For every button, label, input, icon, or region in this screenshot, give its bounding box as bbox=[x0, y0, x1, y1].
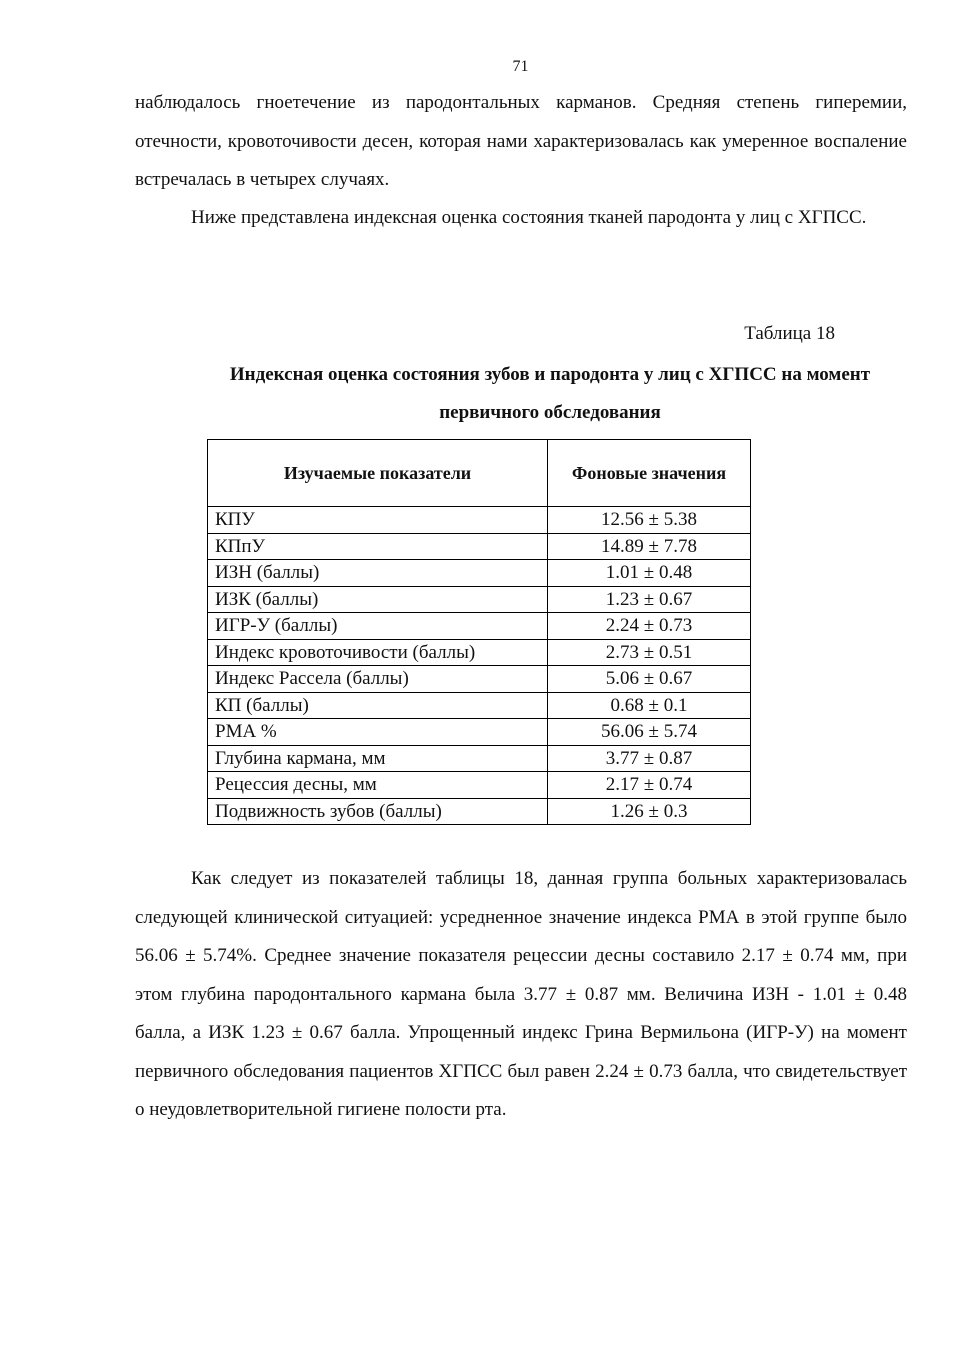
row-indicator: КПпУ bbox=[208, 533, 548, 560]
row-value: 14.89 ± 7.78 bbox=[548, 533, 751, 560]
table-row bbox=[208, 666, 751, 693]
row-value: 1.01 ± 0.48 bbox=[548, 560, 751, 587]
paragraph-intro: наблюдалось гноетечение из пародонтальных карманов. Средняя степень гиперемии, отечности, кровоточивости десен, которая нами характеризовалась как умеренное воспаление встречалась в четырех случаях. bbox=[135, 92, 907, 190]
row-value: 1.26 ± 0.3 bbox=[548, 798, 751, 825]
table-row bbox=[208, 692, 751, 719]
paragraph-lead-in: Ниже представлена индексная оценка состояния тканей пародонта у лиц с ХГПСС. bbox=[191, 207, 867, 228]
table-body bbox=[208, 507, 751, 825]
row-value: 2.24 ± 0.73 bbox=[548, 613, 751, 640]
row-indicator: КПУ bbox=[208, 507, 548, 534]
table-row bbox=[208, 507, 751, 534]
table-header-indicator: Изучаемые показатели bbox=[208, 440, 548, 507]
row-indicator: ИЗК (баллы) bbox=[208, 586, 548, 613]
row-value: 12.56 ± 5.38 bbox=[548, 507, 751, 534]
table-row bbox=[208, 533, 751, 560]
row-indicator: Рецессия десны, мм bbox=[208, 772, 548, 799]
paragraph-conclusion: Как следует из показателей таблицы 18, данная группа больных характеризовалась следующей клинической ситуацией: усредненное значение индекса РМА в этой группе было 56.06 ± 5.74%. Среднее значение показателя рецессии десны составило 2.17 ± 0.74 мм, при этом глубина пародонтального кармана была 3.77 ± 0.87 мм. Величина ИЗН - 1.01 ± 0.48 балла, а ИЗК 1.23 ± 0.67 балла. Упрощенный индекс Грина Вермильона (ИГР-У) на момент первичного обследования пациентов ХГПСС был равен 2.24 ± 0.73 балла, что свидетельствует о неудовлетворительной гигиене полости рта. bbox=[135, 868, 907, 1120]
table-title: Индексная оценка состояния зубов и пародонта у лиц с ХГПСС на момент первичного обследования bbox=[229, 364, 871, 423]
table-row bbox=[208, 586, 751, 613]
row-indicator: Подвижность зубов (баллы) bbox=[208, 798, 548, 825]
row-indicator: ИГР-У (баллы) bbox=[208, 613, 548, 640]
table-row bbox=[208, 719, 751, 746]
row-indicator: Индекс кровоточивости (баллы) bbox=[208, 639, 548, 666]
row-indicator: КП (баллы) bbox=[208, 692, 548, 719]
table-header-row bbox=[208, 440, 751, 507]
row-indicator: ИЗН (баллы) bbox=[208, 560, 548, 587]
table-row bbox=[208, 639, 751, 666]
row-value: 5.06 ± 0.67 bbox=[548, 666, 751, 693]
table-row bbox=[208, 772, 751, 799]
row-value: 0.68 ± 0.1 bbox=[548, 692, 751, 719]
row-value: 2.73 ± 0.51 bbox=[548, 639, 751, 666]
table-row bbox=[208, 745, 751, 772]
row-value: 2.17 ± 0.74 bbox=[548, 772, 751, 799]
index-table bbox=[207, 439, 751, 825]
row-indicator: Индекс Рассела (баллы) bbox=[208, 666, 548, 693]
page-number: 71 bbox=[512, 58, 529, 75]
table-row bbox=[208, 798, 751, 825]
row-indicator: Глубина кармана, мм bbox=[208, 745, 548, 772]
table-row bbox=[208, 560, 751, 587]
row-indicator: РМА % bbox=[208, 719, 548, 746]
table-number: Таблица 18 bbox=[744, 323, 835, 344]
row-value: 56.06 ± 5.74 bbox=[548, 719, 751, 746]
table-row bbox=[208, 613, 751, 640]
row-value: 1.23 ± 0.67 bbox=[548, 586, 751, 613]
row-value: 3.77 ± 0.87 bbox=[548, 745, 751, 772]
table-header-baseline: Фоновые значения bbox=[548, 440, 751, 507]
